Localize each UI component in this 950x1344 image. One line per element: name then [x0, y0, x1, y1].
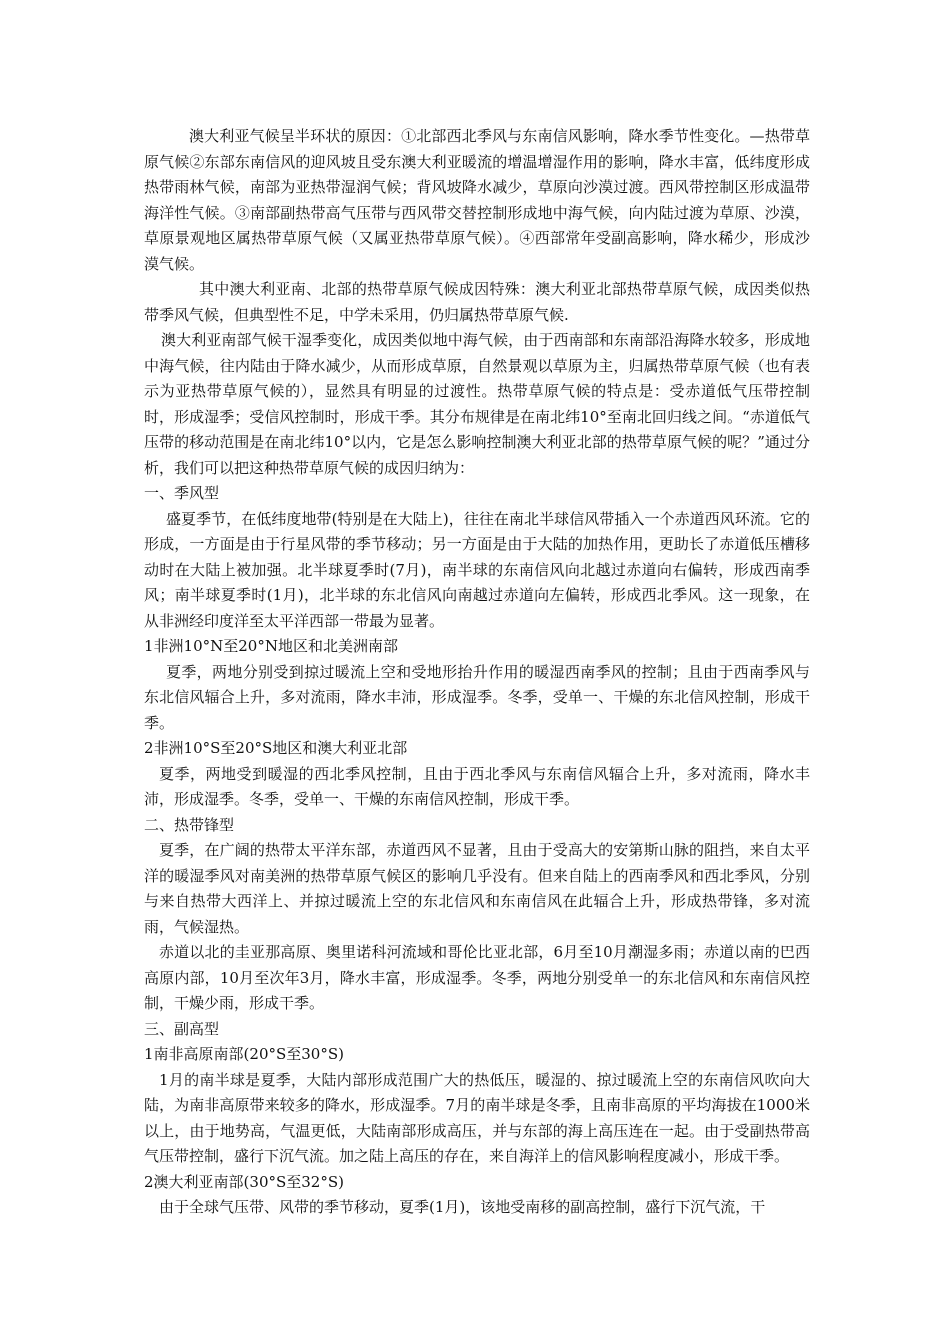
- section-heading: 二、热带锋型: [144, 815, 235, 834]
- paragraph: 1月的南半球是夏季，大陆内部形成范围广大的热低压，暖湿的、掠过暖流上空的东南信风吹向大陆，为南非高原带来较多的降水，形成湿季。7月的南半球是冬季，且南非高原的平均海拔在1000米以上，由于地势高，气温更低，大陆南部形成高压，并与东部的海上高压连在一起。由于受副热带高气压带控制，盛行下沉气流。加之陆上高压的存在，来自海洋上的信风影响程度减小，形成干季。: [144, 1070, 810, 1165]
- section-heading: 三、副高型: [144, 1019, 220, 1038]
- section-heading: 一、季风型: [144, 484, 220, 502]
- paragraph: 盛夏季节，在低纬度地带(特别是在大陆上)，往往在南北半球信风带插入一个赤道西风环流。它的形成，一方面是由于行星风带的季节移动；另一方面是由于大陆的加热作用，更助长了赤道低压槽移动时在大陆上被加强。北半球夏季时(7月)，南半球的东南信风向北越过赤道向右偏转，形成西南季风；南半球夏季时(1月)，北半球的东北信风向南越过赤道向左偏转，形成西北季风。这一现象，在从非洲经印度洋至太平洋西部一带最为显著。: [144, 509, 810, 630]
- section-heading: 2澳大利亚南部(30°S至32°S): [144, 1172, 344, 1191]
- paragraph: 夏季，在广阔的热带太平洋东部，赤道西风不显著，且由于受高大的安第斯山脉的阻挡，来自太平洋的暖湿季风对南美洲的热带草原气候区的影响几乎没有。但来自陆上的西南季风和西北季风，分别与来自热带大西洋上、并掠过暖流上空的东北信风和东南信风在此辐合上升，形成热带锋，多对流雨，气候湿热。: [144, 841, 810, 936]
- section-heading: 1南非高原南部(20°S至30°S): [144, 1045, 344, 1063]
- paragraph: 澳大利亚南部气候干湿季变化，成因类似地中海气候，由于西南部和东南部沿海降水较多，形成地中海气候，往内陆由于降水减少，从而形成草原，自然景观以草原为主，归属热带草原气候（也有表示为亚热带草原气候的），显然具有明显的过渡性。热带草原气候的特点是：受赤道低气压带控制时，形成湿季；受信风控制时，形成干季。其分布规律是在南北纬10°至南北回归线之间。“赤道低气压带的移动范围是在南北纬10°以内，它是怎么影响控制澳大利亚北部的热带草原气候的呢？”通过分析，我们可以把这种热带草原气候的成因归纳为：: [144, 331, 810, 477]
- section-heading: 1非洲10°N至20°N地区和北美洲南部: [144, 637, 398, 655]
- section-heading: 2非洲10°S至20°S地区和澳大利亚北部: [144, 739, 408, 757]
- paragraph: 澳大利亚气候呈半环状的原因：①北部西北季风与东南信风影响，降水季节性变化。—热带草原气候②东部东南信风的迎风坡且受东澳大利亚暖流的增温增湿作用的影响，降水丰富，低纬度形成热带雨林气候，南部为亚热带湿润气候；背风坡降水减少，草原向沙漠过渡。西风带控制区形成温带海洋性气候。③南部副热带高气压带与西风带交替控制形成地中海气候，向内陆过渡为草原、沙漠，草原景观地区属热带草原气候（又属亚热带草原气候）。④西部常年受副高影响，降水稀少，形成沙漠气候。: [144, 127, 810, 273]
- paragraph: 夏季，两地分别受到掠过暖流上空和受地形抬升作用的暖湿西南季风的控制；且由于西南季风与东北信风辐合上升，多对流雨，降水丰沛，形成湿季。冬季，受单一、干燥的东北信风控制，形成干季。: [144, 662, 810, 732]
- paragraph: 赤道以北的圭亚那高原、奥里诺科河流域和哥伦比亚北部，6月至10月潮湿多雨；赤道以南的巴西高原内部，10月至次年3月，降水丰富，形成湿季。冬季，两地分别受单一的东北信风和东南信风控制，干燥少雨，形成干季。: [144, 943, 810, 1012]
- paragraph: 夏季，两地受到暖湿的西北季风控制，且由于西北季风与东南信风辐合上升，多对流雨，降水丰沛，形成湿季。冬季，受单一、干燥的东南信风控制，形成干季。: [144, 764, 810, 808]
- document-body: [144, 124, 810, 1221]
- paragraph: 其中澳大利亚南、北部的热带草原气候成因特殊：澳大利亚北部热带草原气候，成因类似热带季风气候，但典型性不足，中学未采用，仍归属热带草原气候.: [144, 280, 810, 324]
- paragraph: 由于全球气压带、风带的季节移动，夏季(1月)，该地受南移的副高控制，盛行下沉气流，干: [159, 1198, 766, 1216]
